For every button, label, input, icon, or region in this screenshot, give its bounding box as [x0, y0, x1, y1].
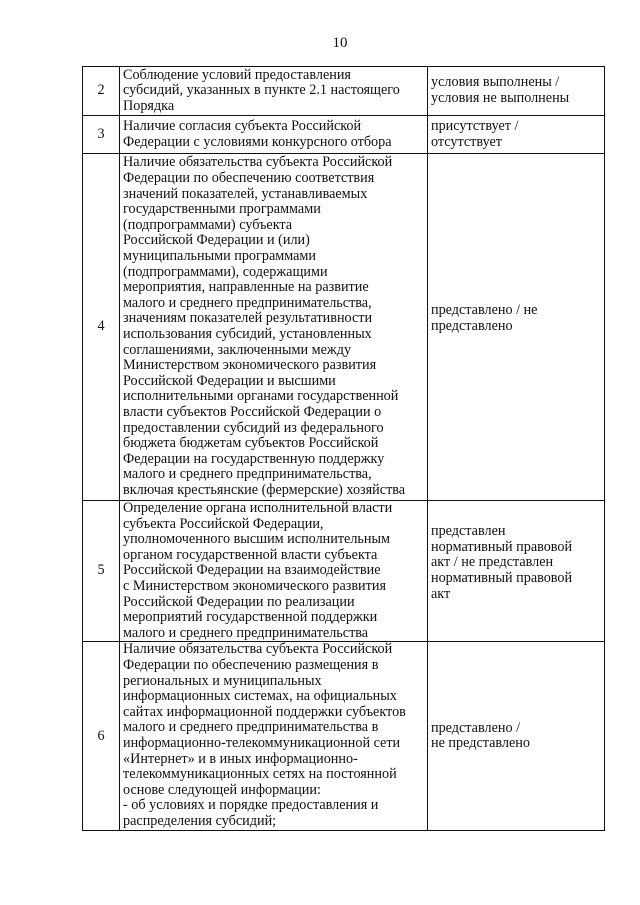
condition-cell — [120, 67, 428, 116]
value-cell — [428, 501, 605, 642]
condition-text: Соблюдение условий предоставления субсидий, указанных в пункте 2.1 настоящего Порядка — [123, 66, 400, 114]
table-row — [83, 154, 605, 501]
table-row — [83, 116, 605, 154]
value-cell — [428, 116, 605, 154]
criteria-table — [82, 66, 605, 831]
value-cell — [428, 642, 605, 831]
value-text: условия выполнены / условия не выполнены — [431, 74, 570, 106]
value-cell — [428, 67, 605, 116]
condition-cell — [120, 116, 428, 154]
value-text: представлено / не представлено — [431, 302, 538, 334]
condition-cell — [120, 501, 428, 642]
condition-text: Наличие обязательства субъекта Российской Федерации по обеспечению размещения в региональных и муниципальных информационных системах, на официальных сайтах информационной поддержки субъектов малого и среднего предпринимательства в информационно-телекоммуникационной сети «Интернет» и в иных информационно- телекоммуникационных сетях на постоянной основе следующей информации: - об условиях и порядке предоставления и распределения субсидий; — [123, 641, 406, 829]
condition-cell — [120, 642, 428, 831]
value-text: присутствует / отсутствует — [431, 117, 519, 150]
row-number: 6 — [83, 642, 120, 831]
value-text: представлен нормативный правовой акт / не представлен нормативный правовой акт — [431, 523, 573, 602]
row-number: 2 — [83, 67, 120, 116]
condition-text: Наличие согласия субъекта Российской Федерации с условиями конкурсного отбора — [123, 117, 392, 150]
table-row — [83, 501, 605, 642]
row-number: 5 — [83, 501, 120, 642]
row-number: 4 — [83, 154, 120, 501]
table-row — [83, 642, 605, 831]
row-number: 3 — [83, 116, 120, 154]
condition-text: Наличие обязательства субъекта Российской Федерации по обеспечению соответствия значений показателей, устанавливаемых государственными программами (подпрограммами) субъекта Российской Федерации и (или) муниципальными программами (подпрограммами), содержащими мероприятия, направленные на развитие малого и среднего предпринимательства, значениям показателей результативности использования субсидий, установленных соглашениями, заключенными между Министерством экономического развития Российской Федерации и высшими исполнительными органами государственной власти субъектов Российской Федерации о предоставлении субсидий из федерального бюджета бюджетам субъектов Российской Федерации на государственную поддержку малого и среднего предпринимательства, включая крестьянские (фермерские) хозяйства — [123, 154, 406, 498]
table-row — [83, 67, 605, 116]
condition-text: Определение органа исполнительной власти субъекта Российской Федерации, уполномоченного высшим исполнительным органом государственной власти субъекта Российской Федерации на взаимодействие с Министерством экономического развития Российской Федерации по реализации мероприятий государственной поддержки малого и среднего предпринимательства — [123, 500, 393, 641]
page-number: 10 — [332, 35, 348, 51]
condition-cell — [120, 154, 428, 501]
value-cell — [428, 154, 605, 501]
value-text: представлено / не представлено — [431, 719, 530, 752]
